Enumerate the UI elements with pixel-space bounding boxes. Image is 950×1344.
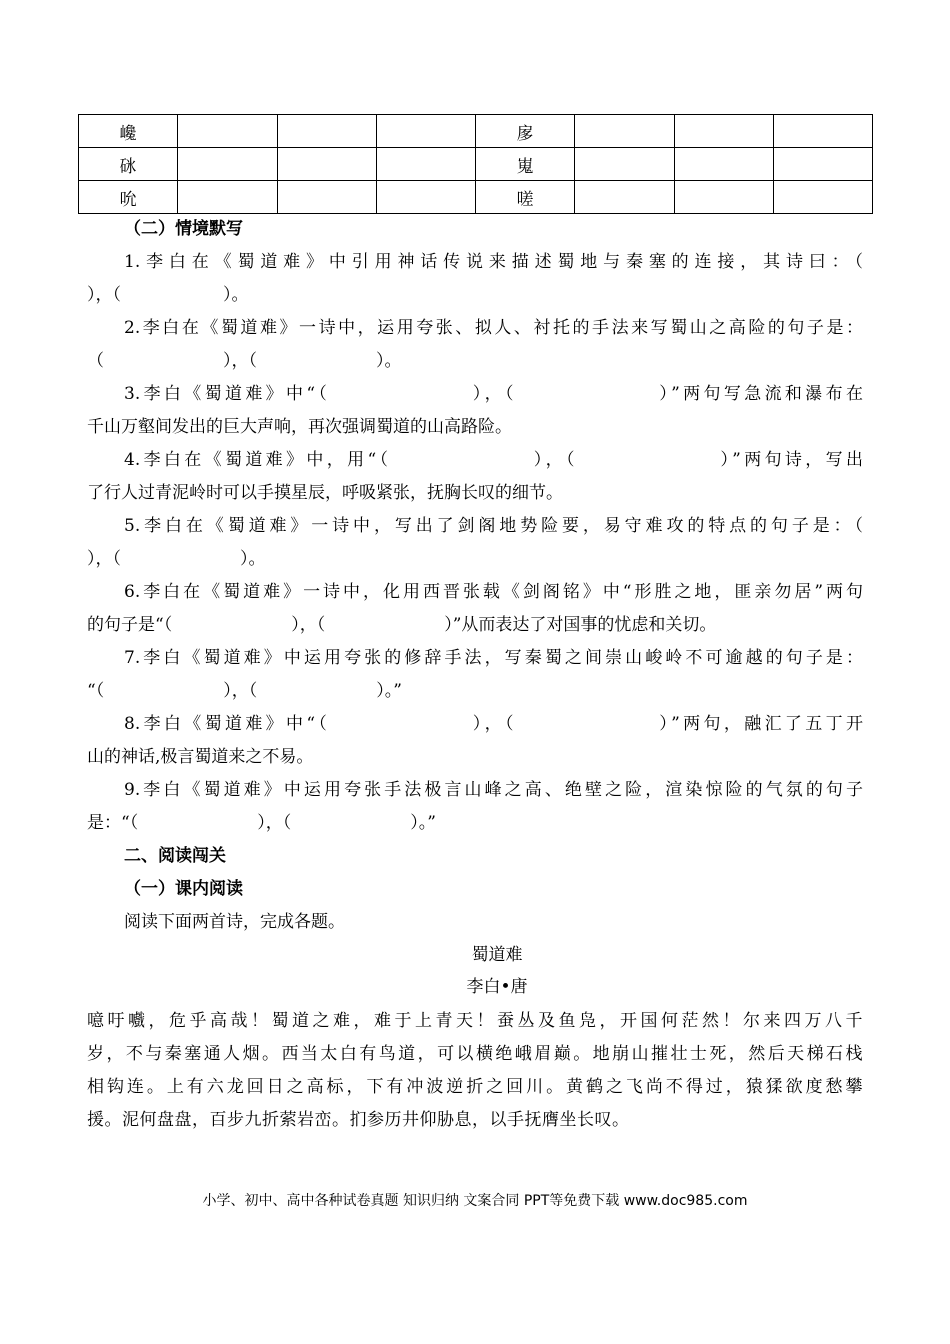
table-cell-blank [674,148,773,181]
table-row [79,115,873,148]
poem-line: 相钩连。上有六龙回日之高标，下有冲波逆折之回川。黄鹤之飞尚不得过，猿猱欲度愁攀 [87,1077,863,1097]
question-7-line-1: 7.李白《蜀道难》中运用夸张的修辞手法，写秦蜀之间崇山峻岭不可逾越的句子是： [124,648,863,668]
table-cell-char: 巉 [79,115,178,148]
table-cell-blank [773,148,872,181]
question-8-line-2: 山的神话,极言蜀道来之不易。 [87,747,314,767]
table-row [79,148,873,181]
page-footer: 小学、初中、高中各种试卷真题 知识归纳 文案合同 PPT等免费下载 www.doc985.com [202,1193,748,1209]
table-cell-blank [178,148,277,181]
table-cell-blank [178,181,277,214]
reading-instruction: 阅读下面两首诗，完成各题。 [124,912,345,932]
table-cell-blank [773,181,872,214]
poem-line: 岁，不与秦塞通人烟。西当太白有鸟道，可以横绝峨眉巅。地崩山摧壮士死，然后天梯石栈 [87,1044,863,1064]
question-3-line-2: 千山万壑间发出的巨大声响，再次强调蜀道的山高路险。 [87,417,512,437]
question-2-line-1: 2.李白在《蜀道难》一诗中，运用夸张、拟人、衬托的手法来写蜀山之高险的句子是： [124,318,863,338]
poem-line: 噫吁嚱，危乎高哉！蜀道之难，难于上青天！蚕丛及鱼凫，开国何茫然！尔来四万八千 [87,1011,863,1031]
section-heading-reading: 二、阅读闯关 [124,846,226,866]
question-9-line-1: 9.李白《蜀道难》中运用夸张手法极言山峰之高、绝壁之险，渲染惊险的气氛的句子 [124,780,863,800]
question-3-line-1: 3.李白《蜀道难》中“（ ），（ ）”两句写急流和瀑布在 [124,384,863,404]
poem-title: 蜀道难 [471,945,523,965]
section-heading-dictation: （二）情境默写 [124,219,243,239]
table-cell-char: 扅 [476,115,575,148]
character-table [78,114,873,214]
poem-line: 援。泥何盘盘，百步九折萦岩峦。扪参历井仰胁息，以手抚膺坐长叹。 [87,1110,630,1130]
table-cell-blank [674,181,773,214]
table-cell-blank [575,148,674,181]
table-cell-blank [773,115,872,148]
question-7-line-2: “（ ），（ ）。” [87,681,402,701]
question-6-line-1: 6.李白在《蜀道难》一诗中，化用西晋张载《剑阁铭》中“形胜之地，匪亲勿居”两句 [124,582,863,602]
table-cell-blank [277,115,376,148]
question-5-line-2: ），（ ）。 [87,549,266,569]
question-4-line-2: 了行人过青泥岭时可以手摸星辰，呼吸紧张，抚胸长叹的细节。 [87,483,563,503]
table-cell-blank [575,181,674,214]
question-1-line-1: 1.李白在《蜀道难》中引用神话传说来描述蜀地与秦塞的连接，其诗曰：（ [124,252,863,272]
poem-author: 李白•唐 [466,977,528,997]
question-5-line-1: 5.李白在《蜀道难》一诗中，写出了剑阁地势险要，易守难攻的特点的句子是：（ [124,516,863,536]
question-4-line-1: 4.李白在《蜀道难》中，用“（ ），（ ）”两句诗，写出 [124,450,863,470]
section-heading-inclass: （一）课内阅读 [124,879,243,899]
question-8-line-1: 8.李白《蜀道难》中“（ ），（ ）”两句，融汇了五丁开 [124,714,863,734]
table-cell-blank [376,115,475,148]
table-cell-blank [277,148,376,181]
question-6-line-2: 的句子是“（ ），（ ）”从而表达了对国事的忧虑和关切。 [87,615,717,635]
table-cell-char: 嵬 [476,148,575,181]
table-cell-char: 嗟 [476,181,575,214]
question-2-line-2: （ ），（ ）。 [87,351,402,371]
table-cell-blank [277,181,376,214]
table-cell-blank [674,115,773,148]
table-cell-blank [575,115,674,148]
table-cell-blank [178,115,277,148]
question-1-line-2: ），（ ）。 [87,285,249,305]
table-cell-blank [376,148,475,181]
table-cell-char: 砯 [79,148,178,181]
question-9-line-2: 是：“（ ），（ ）。” [87,813,436,833]
table-cell-char: 吮 [79,181,178,214]
table-cell-blank [376,181,475,214]
table-row [79,181,873,214]
